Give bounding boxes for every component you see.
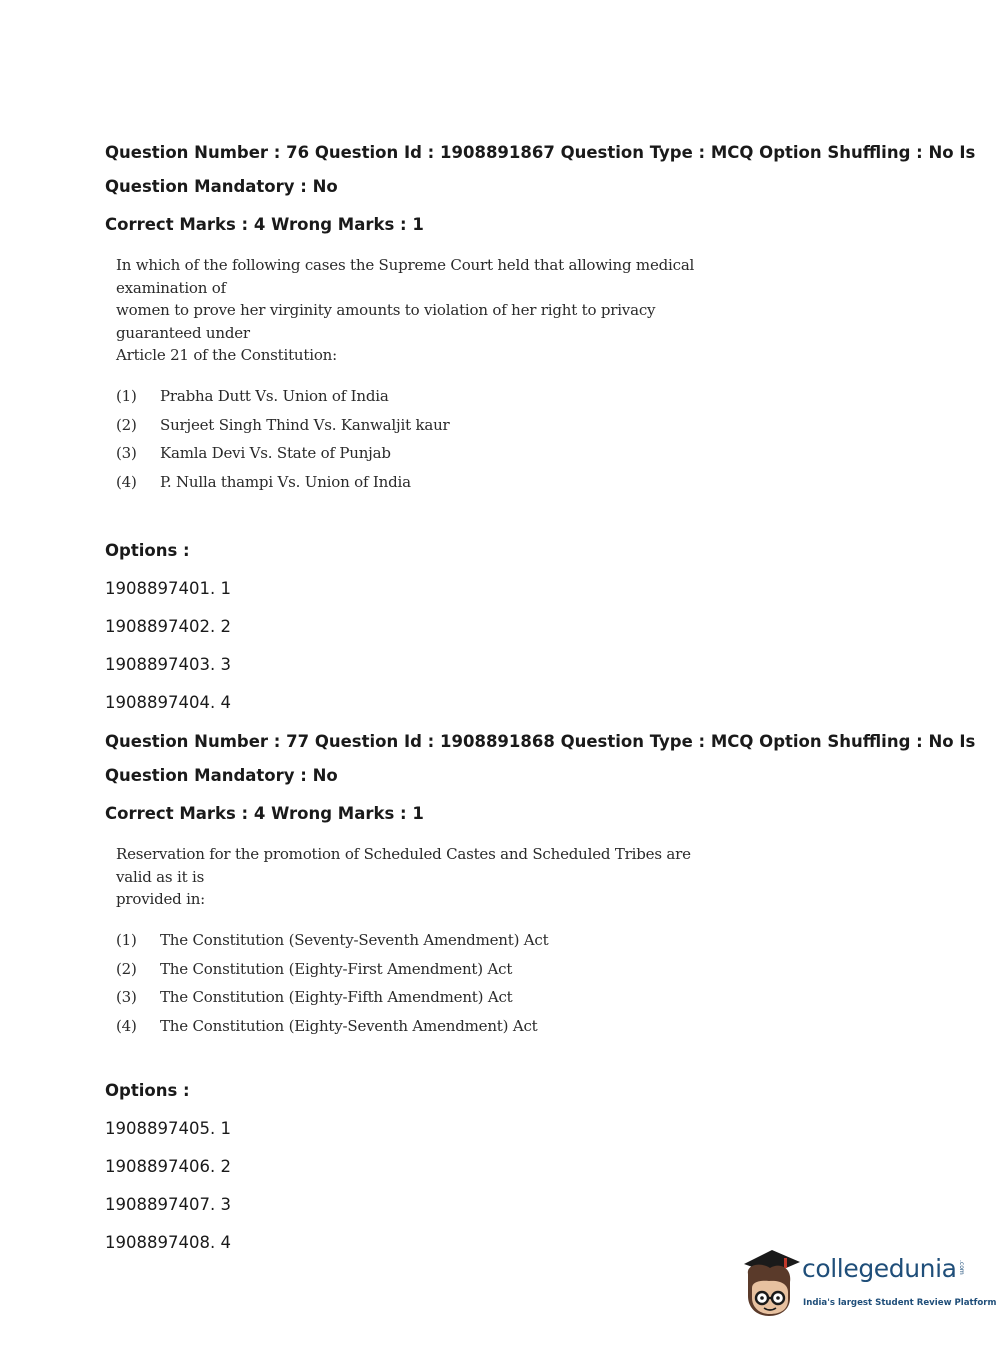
question-76 <box>105 142 976 714</box>
question-header-line2: Question Mandatory : No <box>105 177 338 196</box>
question-header-line1: Question Number : 76 Question Id : 1908891867 Question Type : MCQ Option Shuffling : No Is <box>105 143 976 162</box>
stem-line: In which of the following cases the Supreme Court held that allowing medical examination of <box>116 256 695 297</box>
choice-item <box>116 468 925 497</box>
choice-item <box>116 983 925 1012</box>
option-item: 1908897402. 2 <box>105 617 231 637</box>
question-header-line1: Question Number : 77 Question Id : 1908891868 Question Type : MCQ Option Shuffling : No Is <box>105 732 976 751</box>
choice-text: Kamla Devi Vs. State of Punjab <box>160 444 391 463</box>
stem-line: Reservation for the promotion of Scheduled Castes and Scheduled Tribes are valid as it is <box>116 845 691 886</box>
question-header-line2: Question Mandatory : No <box>105 766 338 785</box>
logo-tagline: India's largest Student Review Platform <box>803 1298 997 1308</box>
question-marks: Correct Marks : 4 Wrong Marks : 1 <box>105 804 424 823</box>
stem-line: Article 21 of the Constitution: <box>116 346 337 364</box>
choice-number: (3) <box>116 988 137 1007</box>
student-mascot-icon <box>740 1248 804 1320</box>
choice-number: (1) <box>116 930 137 949</box>
choice-item <box>116 1012 925 1041</box>
choice-text: P. Nulla thampi Vs. Union of India <box>160 472 411 491</box>
choice-item <box>116 382 925 411</box>
option-item: 1908897403. 3 <box>105 655 231 675</box>
choice-text: The Constitution (Seventy-Seventh Amendment) Act <box>160 930 549 949</box>
choice-number: (3) <box>116 444 137 463</box>
option-item: 1908897405. 1 <box>105 1119 231 1139</box>
collegedunia-logo[interactable] <box>740 1248 997 1323</box>
option-item: 1908897408. 4 <box>105 1233 231 1253</box>
option-item: 1908897406. 2 <box>105 1157 231 1177</box>
option-item: 1908897407. 3 <box>105 1195 231 1215</box>
question-stem <box>116 843 716 911</box>
stem-line: women to prove her virginity amounts to violation of her right to privacy guaranteed under <box>116 301 656 342</box>
choice-number: (4) <box>116 1016 137 1035</box>
choice-text: The Constitution (Eighty-First Amendment) Act <box>160 959 513 978</box>
choice-text: The Constitution (Eighty-Seventh Amendment) Act <box>160 1016 538 1035</box>
choice-item <box>116 439 925 468</box>
choice-list <box>116 926 925 1041</box>
logo-wordmark: collegedunia <box>802 1254 957 1283</box>
question-stem <box>116 254 716 367</box>
stem-line: provided in: <box>116 890 206 908</box>
choice-text: Surjeet Singh Thind Vs. Kanwaljit kaur <box>160 415 450 434</box>
choice-text: The Constitution (Eighty-Fifth Amendment) Act <box>160 988 513 1007</box>
question-77 <box>105 731 976 1254</box>
choice-item <box>116 926 925 955</box>
choice-number: (4) <box>116 472 137 491</box>
choice-number: (2) <box>116 959 137 978</box>
choice-item <box>116 954 925 983</box>
option-item: 1908897401. 1 <box>105 579 231 599</box>
choice-item <box>116 410 925 439</box>
choice-text: Prabha Dutt Vs. Union of India <box>160 386 389 405</box>
choice-number: (2) <box>116 415 137 434</box>
options-title: Options : <box>105 541 190 561</box>
choice-list <box>116 382 925 497</box>
options-title: Options : <box>105 1081 190 1101</box>
choice-number: (1) <box>116 386 137 405</box>
option-item: 1908897404. 4 <box>105 693 231 713</box>
question-marks: Correct Marks : 4 Wrong Marks : 1 <box>105 215 424 234</box>
logo-domain-suffix: .com <box>958 1260 965 1275</box>
